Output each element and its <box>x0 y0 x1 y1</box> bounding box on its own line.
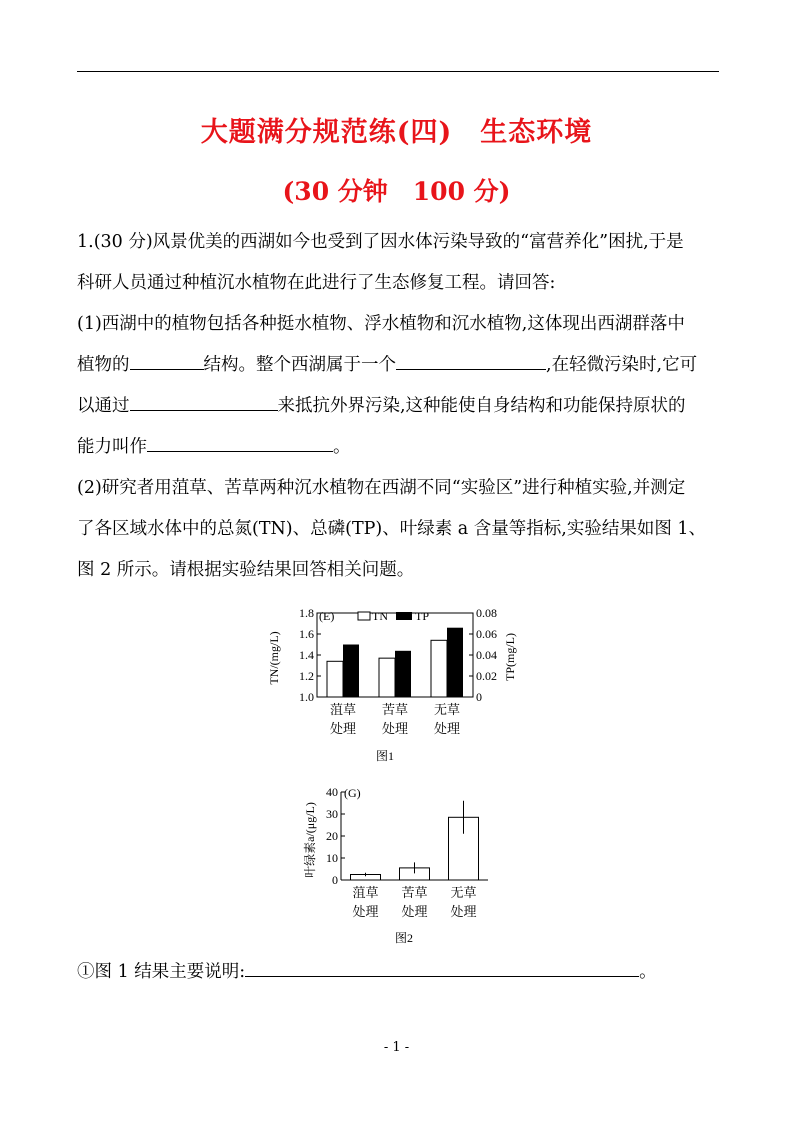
sub-question-1: ①图 1 结果主要说明: 。 <box>77 952 719 993</box>
part2-line: (2)研究者用菹草、苦草两种沉水植物在西湖不同“实验区”进行种植实验,并测定 <box>77 478 686 498</box>
bar-tp <box>343 645 359 698</box>
part1-line: (1)西湖中的植物包括各种挺水植物、浮水植物和沉水植物,这体现出西湖群落中 <box>77 314 685 334</box>
legend-label-tp: TP <box>415 609 430 623</box>
y-axis-label-left: TN/(mg/L) <box>267 631 281 685</box>
answer-blank-4[interactable] <box>147 431 333 452</box>
part2-line: 图 2 所示。请根据实验结果回答相关问题。 <box>77 560 415 580</box>
x-tick-label: 处理 <box>433 721 461 736</box>
y-tick-label-left: 1.2 <box>299 669 314 683</box>
bar-tn <box>379 658 395 697</box>
part1-line: 以通过 来抵抗外界污染,这种能使自身结构和功能保持原状的 <box>77 386 719 427</box>
y-tick-label-left: 1.4 <box>299 648 314 662</box>
y-tick-label: 40 <box>326 785 338 799</box>
y-tick-label-right: 0.04 <box>476 648 497 662</box>
part1-line: 能力叫作 。 <box>77 427 719 468</box>
bar-tp <box>447 628 463 697</box>
panel-label: (G) <box>344 786 361 800</box>
x-tick-label: 处理 <box>329 721 357 736</box>
x-tick-label: 处理 <box>352 904 379 919</box>
bar-tn <box>431 640 447 697</box>
x-tick-label: 无草 <box>433 702 461 717</box>
x-tick-label: 苦草 <box>381 702 409 717</box>
part2-line: 了各区域水体中的总氮(TN)、总磷(TP)、叶绿素 a 含量等指标,实验结果如图 1、 <box>77 519 707 539</box>
y-tick-label: 20 <box>326 829 338 843</box>
y-tick-label-left: 1.8 <box>299 606 314 620</box>
part-2 <box>77 468 719 591</box>
part-1 <box>77 304 719 468</box>
page-subtitle: (30 分钟 100 分) <box>282 177 511 206</box>
y-tick-label-right: 0.02 <box>476 669 497 683</box>
figure-1-chart <box>267 600 530 770</box>
bar-tn <box>327 661 343 697</box>
answer-blank-1[interactable] <box>130 349 204 370</box>
answer-blank-2[interactable] <box>396 349 546 370</box>
y-tick-label: 30 <box>326 807 338 821</box>
figure-2-chart <box>296 782 496 950</box>
legend <box>358 609 429 623</box>
x-tick-label: 菹草 <box>329 702 357 717</box>
part1-line: 植物的 结构。整个西湖属于一个 ,在轻微污染时,它可 <box>77 345 719 386</box>
y-tick-label-right: 0.06 <box>476 627 497 641</box>
legend-swatch-tp <box>396 612 412 620</box>
x-tick-label: 处理 <box>381 721 409 736</box>
y-axis-label-right: TP(mg/L) <box>503 633 517 681</box>
answer-blank-5[interactable] <box>245 956 639 977</box>
figure-caption: 图2 <box>394 931 414 945</box>
x-tick-label: 无草 <box>450 885 477 900</box>
figure-caption: 图1 <box>375 749 395 763</box>
legend-swatch-tn <box>358 612 370 620</box>
y-tick-label: 10 <box>326 851 338 865</box>
bar-tp <box>395 651 411 697</box>
y-tick-label-left: 1.6 <box>299 627 314 641</box>
y-tick-label-right: 0 <box>476 690 482 704</box>
y-tick-label-left: 1.0 <box>299 690 314 704</box>
x-tick-label: 处理 <box>401 904 428 919</box>
page-number: - 1 - <box>383 1040 410 1055</box>
x-tick-label: 处理 <box>450 904 477 919</box>
x-tick-label: 苦草 <box>401 885 428 900</box>
answer-blank-3[interactable] <box>130 390 278 411</box>
legend-label-tn: TN <box>372 609 388 623</box>
question-intro <box>77 222 719 304</box>
y-axis-label: 叶绿素a/(μg/L) <box>303 802 317 878</box>
y-tick-label-right: 0.08 <box>476 606 497 620</box>
intro-line: 科研人员通过种植沉水植物在此进行了生态修复工程。请回答: <box>77 273 556 293</box>
y-tick-label: 0 <box>332 873 338 887</box>
header-rule <box>77 71 719 72</box>
panel-label: (E) <box>319 609 335 623</box>
x-tick-label: 菹草 <box>352 885 379 900</box>
intro-line: 1.(30 分)风景优美的西湖如今也受到了因水体污染导致的“富营养化”困扰,于是 <box>77 232 684 252</box>
page-title: 大题满分规范练(四) 生态环境 <box>200 117 593 148</box>
